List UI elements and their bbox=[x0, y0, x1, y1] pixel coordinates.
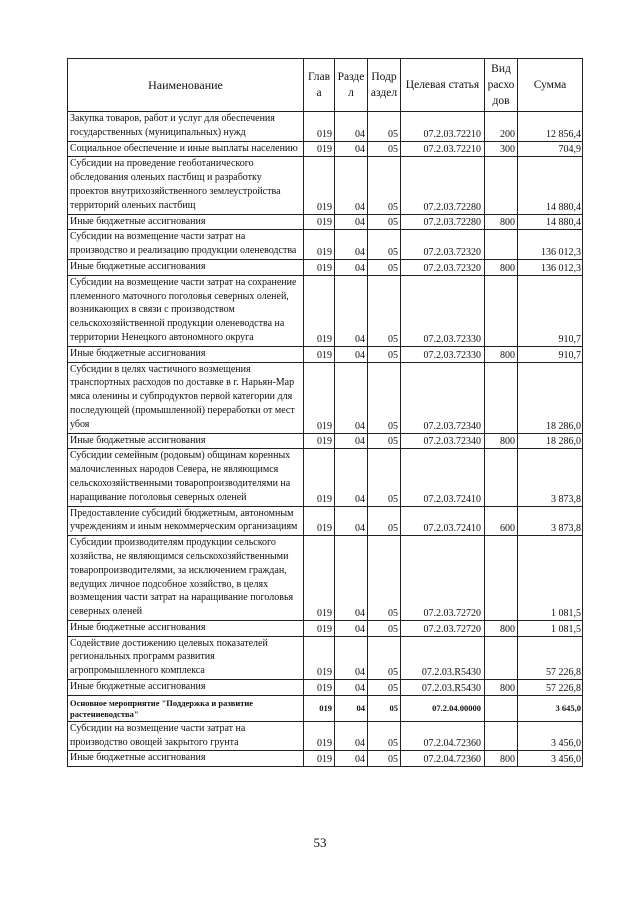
row-amount: 704,9 bbox=[518, 141, 583, 157]
row-subsection: 05 bbox=[368, 695, 401, 721]
row-chapter: 019 bbox=[304, 536, 335, 621]
row-name: Социальное обеспечение и иные выплаты населению bbox=[68, 141, 304, 157]
row-expense-type: 200 bbox=[485, 112, 518, 142]
table-row bbox=[68, 259, 583, 275]
row-name: Иные бюджетные ассигнования bbox=[68, 214, 304, 230]
row-target: 07.2.03.72340 bbox=[401, 433, 485, 449]
row-amount: 3 645,0 bbox=[518, 695, 583, 721]
row-section: 04 bbox=[335, 112, 368, 142]
row-subsection: 05 bbox=[368, 536, 401, 621]
table-row bbox=[68, 449, 583, 506]
row-name: Иные бюджетные ассигнования bbox=[68, 346, 304, 362]
row-name: Иные бюджетные ассигнования bbox=[68, 751, 304, 767]
table-row bbox=[68, 636, 583, 679]
row-section: 04 bbox=[335, 157, 368, 214]
row-chapter: 019 bbox=[304, 214, 335, 230]
row-amount: 910,7 bbox=[518, 275, 583, 346]
row-subsection: 05 bbox=[368, 230, 401, 260]
row-subsection: 05 bbox=[368, 112, 401, 142]
row-expense-type bbox=[485, 230, 518, 260]
row-amount: 3 873,8 bbox=[518, 506, 583, 536]
row-section: 04 bbox=[335, 230, 368, 260]
row-section: 04 bbox=[335, 214, 368, 230]
row-amount: 1 081,5 bbox=[518, 536, 583, 621]
row-expense-type bbox=[485, 449, 518, 506]
header-section: Разде л bbox=[335, 59, 368, 112]
row-name: Субсидии на возмещение части затрат на производство и реализацию продукции оленеводства bbox=[68, 230, 304, 260]
row-section: 04 bbox=[335, 449, 368, 506]
row-section: 04 bbox=[335, 620, 368, 636]
row-subsection: 05 bbox=[368, 751, 401, 767]
row-target: 07.2.03.72280 bbox=[401, 157, 485, 214]
row-name: Субсидии в целях частичного возмещения транспортных расходов по доставке в г. Нарьян-Мар мяса оленины и субпродуктов первой категории для последующей (промышленной) переработки от мест убоя bbox=[68, 362, 304, 433]
header-amount: Сумма bbox=[518, 59, 583, 112]
row-target: 07.2.03.72330 bbox=[401, 275, 485, 346]
row-target: 07.2.04.72360 bbox=[401, 721, 485, 751]
header-target: Целевая статья bbox=[401, 59, 485, 112]
row-chapter: 019 bbox=[304, 449, 335, 506]
row-section: 04 bbox=[335, 433, 368, 449]
row-section: 04 bbox=[335, 141, 368, 157]
table-row bbox=[68, 275, 583, 346]
table-row bbox=[68, 721, 583, 751]
header-chapter: Глав а bbox=[304, 59, 335, 112]
table-row bbox=[68, 751, 583, 767]
table-row bbox=[68, 141, 583, 157]
row-expense-type bbox=[485, 695, 518, 721]
row-chapter: 019 bbox=[304, 433, 335, 449]
row-chapter: 019 bbox=[304, 141, 335, 157]
row-name: Предоставление субсидий бюджетным, автономным учреждениям и иным некоммерческим организациям bbox=[68, 506, 304, 536]
table-row bbox=[68, 362, 583, 433]
table-row bbox=[68, 506, 583, 536]
row-section: 04 bbox=[335, 275, 368, 346]
row-chapter: 019 bbox=[304, 721, 335, 751]
table-header-row bbox=[68, 59, 583, 112]
row-expense-type: 800 bbox=[485, 680, 518, 696]
row-amount: 910,7 bbox=[518, 346, 583, 362]
row-subsection: 05 bbox=[368, 346, 401, 362]
row-amount: 1 081,5 bbox=[518, 620, 583, 636]
row-amount: 3 456,0 bbox=[518, 751, 583, 767]
row-target: 07.2.03.R5430 bbox=[401, 636, 485, 679]
table-body bbox=[68, 112, 583, 767]
row-expense-type bbox=[485, 157, 518, 214]
row-subsection: 05 bbox=[368, 214, 401, 230]
table-row bbox=[68, 680, 583, 696]
row-chapter: 019 bbox=[304, 112, 335, 142]
row-target: 07.2.04.72360 bbox=[401, 751, 485, 767]
row-name: Иные бюджетные ассигнования bbox=[68, 620, 304, 636]
row-target: 07.2.03.72320 bbox=[401, 259, 485, 275]
row-subsection: 05 bbox=[368, 636, 401, 679]
row-chapter: 019 bbox=[304, 259, 335, 275]
row-name: Иные бюджетные ассигнования bbox=[68, 433, 304, 449]
row-section: 04 bbox=[335, 695, 368, 721]
header-subsection: Подр аздел bbox=[368, 59, 401, 112]
row-name: Субсидии на проведение геоботанического обследования оленьих пастбищ и разработку проектов внутрихозяйственного землеустройства территорий оленьих пастбищ bbox=[68, 157, 304, 214]
table-row bbox=[68, 433, 583, 449]
row-amount: 3 456,0 bbox=[518, 721, 583, 751]
row-subsection: 05 bbox=[368, 620, 401, 636]
row-expense-type bbox=[485, 275, 518, 346]
row-chapter: 019 bbox=[304, 230, 335, 260]
row-section: 04 bbox=[335, 346, 368, 362]
page-number: 53 bbox=[313, 835, 327, 850]
table-row bbox=[68, 230, 583, 260]
row-subsection: 05 bbox=[368, 680, 401, 696]
row-expense-type bbox=[485, 721, 518, 751]
row-name: Закупка товаров, работ и услуг для обеспечения государственных (муниципальных) нужд bbox=[68, 112, 304, 142]
row-chapter: 019 bbox=[304, 157, 335, 214]
row-target: 07.2.03.72330 bbox=[401, 346, 485, 362]
table-row bbox=[68, 346, 583, 362]
row-section: 04 bbox=[335, 751, 368, 767]
row-target: 07.2.03.72410 bbox=[401, 449, 485, 506]
row-section: 04 bbox=[335, 259, 368, 275]
row-chapter: 019 bbox=[304, 362, 335, 433]
row-expense-type: 600 bbox=[485, 506, 518, 536]
row-subsection: 05 bbox=[368, 275, 401, 346]
row-expense-type bbox=[485, 636, 518, 679]
row-name: Субсидии производителям продукции сельского хозяйства, не являющимся сельскохозяйственными товаропроизводителями, за исключением граждан, ведущих личное подсобное хозяйство, в целях возмещения части затрат на наращивание поголовья северных оленей bbox=[68, 536, 304, 621]
row-amount: 57 226,8 bbox=[518, 680, 583, 696]
table-row bbox=[68, 695, 583, 721]
row-target: 07.2.04.00000 bbox=[401, 695, 485, 721]
row-name: Иные бюджетные ассигнования bbox=[68, 259, 304, 275]
row-amount: 57 226,8 bbox=[518, 636, 583, 679]
row-subsection: 05 bbox=[368, 506, 401, 536]
table-row bbox=[68, 157, 583, 214]
table-row bbox=[68, 112, 583, 142]
row-section: 04 bbox=[335, 536, 368, 621]
row-amount: 14 880,4 bbox=[518, 214, 583, 230]
table-row bbox=[68, 620, 583, 636]
row-name: Иные бюджетные ассигнования bbox=[68, 680, 304, 696]
row-amount: 18 286,0 bbox=[518, 362, 583, 433]
row-chapter: 019 bbox=[304, 620, 335, 636]
table-row bbox=[68, 214, 583, 230]
row-target: 07.2.03.72320 bbox=[401, 230, 485, 260]
row-target: 07.2.03.72720 bbox=[401, 620, 485, 636]
row-expense-type: 800 bbox=[485, 214, 518, 230]
row-chapter: 019 bbox=[304, 275, 335, 346]
row-expense-type bbox=[485, 536, 518, 621]
row-amount: 136 012,3 bbox=[518, 230, 583, 260]
row-subsection: 05 bbox=[368, 721, 401, 751]
row-subsection: 05 bbox=[368, 449, 401, 506]
row-name: Основное мероприятие "Поддержка и развитие растениеводства" bbox=[68, 695, 304, 721]
table-row bbox=[68, 536, 583, 621]
row-target: 07.2.03.72210 bbox=[401, 112, 485, 142]
header-expense-type: Вид расхо дов bbox=[485, 59, 518, 112]
header-name: Наименование bbox=[68, 59, 304, 112]
row-chapter: 019 bbox=[304, 695, 335, 721]
row-amount: 18 286,0 bbox=[518, 433, 583, 449]
row-name: Субсидии семейным (родовым) общинам коренных малочисленных народов Севера, не являющимся сельскохозяйственными товаропроизводителями на наращивание поголовья северных оленей bbox=[68, 449, 304, 506]
row-amount: 12 856,4 bbox=[518, 112, 583, 142]
budget-table bbox=[67, 58, 583, 767]
row-subsection: 05 bbox=[368, 157, 401, 214]
row-expense-type: 800 bbox=[485, 433, 518, 449]
row-section: 04 bbox=[335, 721, 368, 751]
row-target: 07.2.03.72210 bbox=[401, 141, 485, 157]
row-chapter: 019 bbox=[304, 636, 335, 679]
row-chapter: 019 bbox=[304, 751, 335, 767]
row-expense-type: 800 bbox=[485, 751, 518, 767]
row-subsection: 05 bbox=[368, 141, 401, 157]
row-amount: 14 880,4 bbox=[518, 157, 583, 214]
row-name: Субсидии на возмещение части затрат на сохранение племенного маточного поголовья северных оленей, возникающих в связи с производством сельскохозяйственной продукции оленеводства на территории Ненецкого автономного округа bbox=[68, 275, 304, 346]
row-section: 04 bbox=[335, 680, 368, 696]
row-section: 04 bbox=[335, 362, 368, 433]
row-subsection: 05 bbox=[368, 259, 401, 275]
row-target: 07.2.03.72720 bbox=[401, 536, 485, 621]
row-section: 04 bbox=[335, 506, 368, 536]
row-target: 07.2.03.72280 bbox=[401, 214, 485, 230]
row-amount: 136 012,3 bbox=[518, 259, 583, 275]
row-chapter: 019 bbox=[304, 680, 335, 696]
row-expense-type bbox=[485, 362, 518, 433]
row-amount: 3 873,8 bbox=[518, 449, 583, 506]
row-subsection: 05 bbox=[368, 433, 401, 449]
row-name: Субсидии на возмещение части затрат на производство овощей закрытого грунта bbox=[68, 721, 304, 751]
row-expense-type: 300 bbox=[485, 141, 518, 157]
row-expense-type: 800 bbox=[485, 620, 518, 636]
row-target: 07.2.03.72340 bbox=[401, 362, 485, 433]
row-subsection: 05 bbox=[368, 362, 401, 433]
row-expense-type: 800 bbox=[485, 346, 518, 362]
row-target: 07.2.03.72410 bbox=[401, 506, 485, 536]
row-chapter: 019 bbox=[304, 506, 335, 536]
row-chapter: 019 bbox=[304, 346, 335, 362]
row-name: Содействие достижению целевых показателей региональных программ развития агропромышленного комплекса bbox=[68, 636, 304, 679]
row-expense-type: 800 bbox=[485, 259, 518, 275]
row-section: 04 bbox=[335, 636, 368, 679]
row-target: 07.2.03.R5430 bbox=[401, 680, 485, 696]
